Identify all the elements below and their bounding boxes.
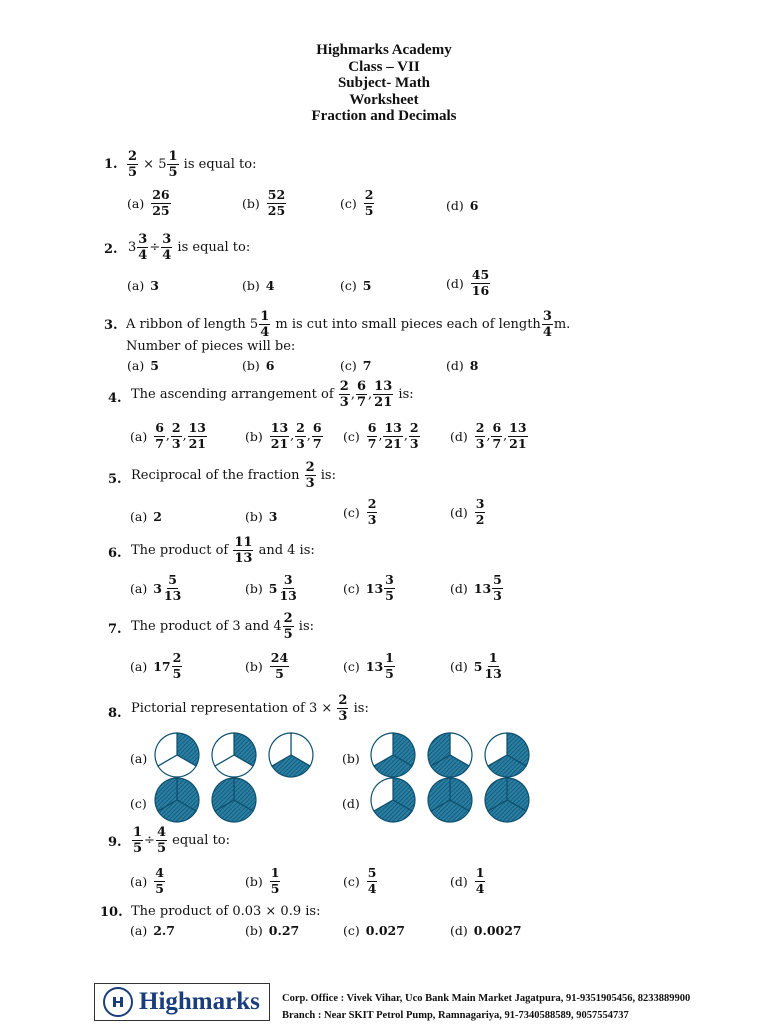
option-c[interactable]: (c) bbox=[130, 796, 147, 811]
option-d[interactable]: (d) 13 $\frac{5}{3}$ bbox=[450, 572, 502, 603]
option-b[interactable]: (b) $\frac{52}{25}$ bbox=[242, 187, 286, 218]
topic-label: Fraction and Decimals bbox=[311, 108, 457, 125]
pie-circle bbox=[485, 778, 529, 822]
option-b[interactable]: (b) bbox=[342, 751, 360, 766]
branch-address: Branch : Near SKIT Petrol Pump, Ramnagariya, 91-7340588589, 9057554737 bbox=[282, 1010, 629, 1021]
option-b[interactable]: (b) $\frac{24}{5}$ bbox=[245, 650, 289, 681]
corp-office: Corp. Office : Vivek Vihar, Uco Bank Main Market Jagatpura, 91-9351905456, 8233889900 bbox=[282, 993, 691, 1004]
option-d[interactable]: (d) 6 bbox=[446, 198, 479, 213]
pie-circle bbox=[485, 733, 529, 777]
question-3-line2: Number of pieces will be: bbox=[126, 339, 296, 354]
question-number: 9. bbox=[108, 835, 122, 850]
option-a[interactable]: (a) 17 $\frac{2}{5}$ bbox=[130, 650, 182, 681]
question-3-stem: A ribbon of length 5 $\frac{1}{4}$ m is cut into small pieces each of length $\frac{3}{4}$ m. bbox=[126, 309, 571, 340]
option-c[interactable]: (c) 13 $\frac{3}{5}$ bbox=[343, 572, 394, 603]
option-c[interactable]: (c) 7 bbox=[340, 358, 372, 373]
pie-circle bbox=[155, 778, 199, 822]
option-d[interactable]: (d) 0.0027 bbox=[450, 923, 522, 938]
logo-text: Highmarks bbox=[139, 988, 260, 1015]
question-number: 1. bbox=[104, 157, 118, 172]
option-b[interactable]: (b) $\frac{1}{5}$ bbox=[245, 865, 280, 896]
pie-circle bbox=[428, 733, 472, 777]
option-d[interactable]: (d) 8 bbox=[446, 358, 479, 373]
option-a[interactable]: (a) 2.7 bbox=[130, 923, 175, 938]
question-2-stem: 3 $\frac{3}{4}$ ÷ $\frac{3}{4}$ is equal to: bbox=[128, 232, 251, 263]
option-b[interactable]: (b) 0.27 bbox=[245, 923, 300, 938]
option-c[interactable]: (c) 13 $\frac{1}{5}$ bbox=[343, 650, 394, 681]
option-d[interactable]: (d) 5 $\frac{1}{13}$ bbox=[450, 650, 502, 681]
question-8-stem: Pictorial representation of 3 × $\frac{2}{3}$ is: bbox=[131, 693, 369, 724]
school-name: Highmarks Academy bbox=[316, 42, 452, 58]
pie-circle bbox=[212, 778, 256, 822]
option-c[interactable]: (c) $\frac{6}{7}$ , $\frac{13}{21}$ , $\frac{2}{3}$ bbox=[343, 420, 419, 451]
emblem-icon bbox=[103, 987, 133, 1017]
question-number: 8. bbox=[108, 706, 122, 721]
option-a[interactable]: (a) $\frac{6}{7}$ , $\frac{2}{3}$ , $\frac{13}{21}$ bbox=[130, 420, 206, 451]
option-a[interactable]: (a) $\frac{4}{5}$ bbox=[130, 865, 164, 896]
option-a[interactable]: (a) bbox=[130, 751, 148, 766]
pie-circle bbox=[212, 733, 256, 777]
question-7-stem: The product of 3 and 4 $\frac{2}{5}$ is: bbox=[131, 611, 314, 642]
option-a[interactable]: (a) 3 bbox=[127, 278, 159, 293]
option-b[interactable]: (b) 5 $\frac{3}{13}$ bbox=[245, 572, 297, 603]
option-d[interactable]: (d) bbox=[342, 796, 360, 811]
option-d[interactable]: (d) $\frac{45}{16}$ bbox=[446, 267, 490, 298]
question-number: 7. bbox=[108, 622, 122, 637]
subject-label: Subject- Math bbox=[337, 75, 431, 92]
question-9-stem: $\frac{1}{5}$ ÷ $\frac{4}{5}$ equal to: bbox=[133, 825, 230, 856]
option-a[interactable]: (a) 3 $\frac{5}{13}$ bbox=[130, 572, 182, 603]
footer-logo bbox=[94, 983, 270, 1021]
option-b[interactable]: (b) 6 bbox=[242, 358, 275, 373]
option-c[interactable]: (c) $\frac{5}{4}$ bbox=[343, 865, 377, 896]
question-10-stem: The product of 0.03 × 0.9 is: bbox=[131, 904, 321, 919]
option-c[interactable]: (c) $\frac{2}{5}$ bbox=[340, 187, 374, 218]
pie-circle bbox=[428, 778, 472, 822]
question-5-stem: Reciprocal of the fraction $\frac{2}{3}$ is: bbox=[131, 460, 336, 491]
option-d[interactable]: (d) $\frac{3}{2}$ bbox=[450, 496, 485, 527]
question-number: 4. bbox=[108, 391, 122, 406]
option-b[interactable]: (b) 4 bbox=[242, 278, 275, 293]
option-d[interactable]: (d) $\frac{2}{3}$ , $\frac{6}{7}$ , $\frac{13}{21}$ bbox=[450, 420, 527, 451]
question-4-stem: The ascending arrangement of $\frac{2}{3}$ , $\frac{6}{7}$ , $\frac{13}{21}$ is: bbox=[131, 379, 414, 410]
pie-circle bbox=[155, 733, 199, 777]
footer-contact bbox=[282, 990, 690, 1024]
question-number: 6. bbox=[108, 546, 122, 561]
pie-circle bbox=[371, 778, 415, 822]
option-b[interactable]: (b) 3 bbox=[245, 509, 278, 524]
option-d[interactable]: (d) $\frac{1}{4}$ bbox=[450, 865, 485, 896]
worksheet-label: Worksheet bbox=[349, 91, 419, 108]
option-a[interactable]: (a) 5 bbox=[127, 358, 159, 373]
option-c[interactable]: (c) $\frac{2}{3}$ bbox=[343, 496, 377, 527]
option-a[interactable]: (a) 2 bbox=[130, 509, 162, 524]
pie-circle bbox=[371, 733, 415, 777]
question-number: 10. bbox=[100, 905, 123, 920]
pie-circle bbox=[269, 733, 313, 777]
class-label: Class – VII bbox=[348, 58, 420, 75]
option-c[interactable]: (c) 0.027 bbox=[343, 923, 405, 938]
option-a[interactable]: (a) $\frac{26}{25}$ bbox=[127, 187, 170, 218]
question-6-stem: The product of $\frac{11}{13}$ and 4 is: bbox=[131, 535, 315, 566]
question-1-stem: $\frac{2}{5}$ × 5 $\frac{1}{5}$ is equal to: bbox=[128, 149, 257, 180]
option-c[interactable]: (c) 5 bbox=[340, 278, 372, 293]
question-number: 3. bbox=[104, 318, 118, 333]
option-b[interactable]: (b) $\frac{13}{21}$ , $\frac{2}{3}$ , $\frac{6}{7}$ bbox=[245, 420, 322, 451]
question-number: 2. bbox=[104, 242, 118, 257]
question-number: 5. bbox=[108, 472, 122, 487]
